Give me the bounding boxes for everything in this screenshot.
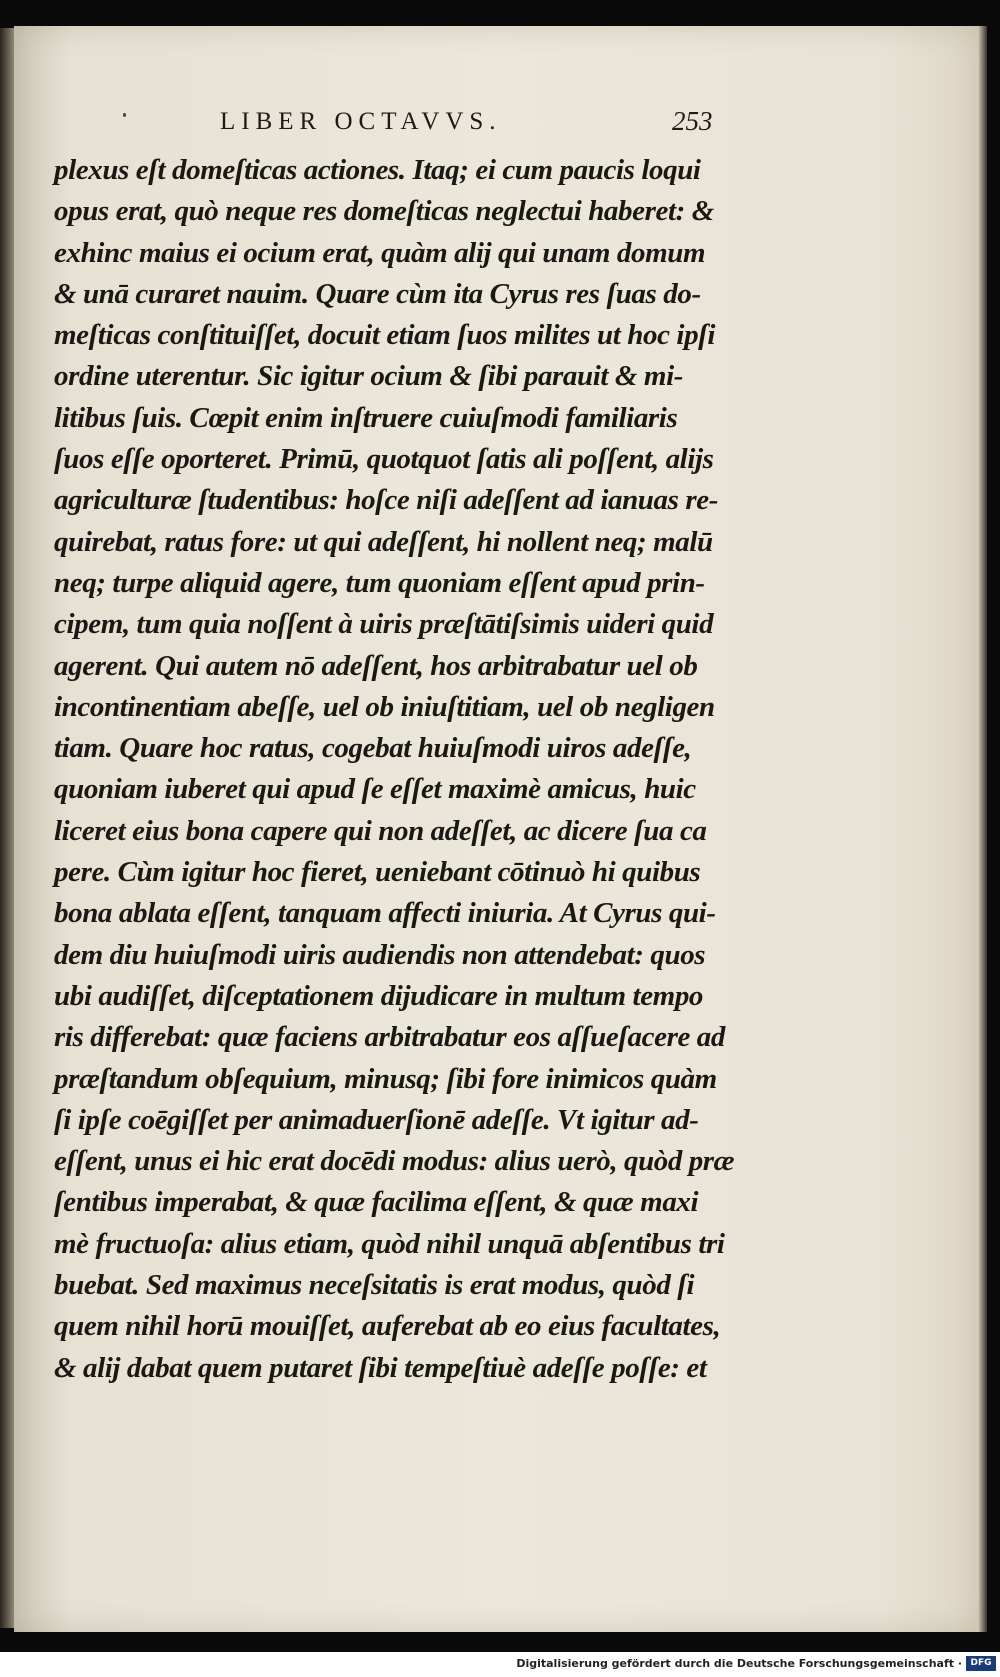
ink-speck xyxy=(123,113,126,117)
text-line: buebat. Sed maximus neceſsitatis is erat modus, quòd ſi xyxy=(54,1269,695,1302)
text-line: ſi ipſe coēgiſſet per animaduerſionē adeſſe. Vt igitur ad- xyxy=(54,1103,699,1136)
text-line: exhinc maius ei ocium erat, quàm alij qui unam domum xyxy=(54,236,706,269)
dfg-logo-icon: DFG xyxy=(966,1656,996,1671)
text-line: tiam. Quare hoc ratus, cogebat huiuſmodi uiros adeſſe, xyxy=(54,732,692,765)
text-line: mè fructuoſa: alius etiam, quòd nihil unquā abſentibus tri xyxy=(54,1227,725,1260)
text-line: litibus ſuis. Cœpit enim inſtruere cuiuſmodi familiaris xyxy=(54,401,678,434)
text-line: opus erat, quò neque res domeſticas neglectui haberet: & xyxy=(54,195,714,228)
text-line: cipem, tum quia noſſent à uiris præſtātiſsimis uideri quid xyxy=(54,608,714,641)
text-line: præſtandum obſequium, minusq; ſibi fore inimicos quàm xyxy=(54,1062,717,1095)
footer-bar xyxy=(0,1652,1000,1677)
text-line: pere. Cùm igitur hoc fieret, ueniebant cōtinuò hi quibus xyxy=(54,856,701,889)
text-line: agerent. Qui autem nō adeſſent, hos arbitrabatur uel ob xyxy=(54,649,698,682)
text-line: & alij dabat quem putaret ſibi tempeſtiuè adeſſe poſſe: et xyxy=(54,1351,707,1384)
digitization-credit: Digitalisierung gefördert durch die Deutsche Forschungsgemeinschaft · xyxy=(516,1657,962,1670)
text-line: ubi audiſſet, diſceptationem dijudicare in multum tempo xyxy=(54,979,704,1012)
text-line: quirebat, ratus fore: ut qui adeſſent, hi nollent neq; malū xyxy=(54,525,713,558)
running-title: LIBER OCTAVVS. xyxy=(220,108,502,135)
page-edge-right xyxy=(979,26,987,1632)
text-line: neq; turpe aliquid agere, tum quoniam eſſent apud prin- xyxy=(54,566,705,599)
text-line: incontinentiam abeſſe, uel ob iniuſtitiam, uel ob negligen xyxy=(54,690,715,723)
text-line: ſentibus imperabat, & quæ facilima eſſent, & quæ maxi xyxy=(54,1186,699,1219)
text-line: liceret eius bona capere qui non adeſſet, ac dicere ſua ca xyxy=(54,814,707,847)
text-line: quem nihil horū mouiſſet, auferebat ab eo eius facultates, xyxy=(54,1310,721,1343)
text-line: bona ablata eſſent, tanquam affecti iniuria. At Cyrus qui- xyxy=(54,897,716,930)
text-line: eſſent, unus ei hic erat docēdi modus: alius uerò, quòd præ xyxy=(54,1145,735,1178)
body-text xyxy=(54,150,734,1389)
text-line: plexus eſt domeſticas actiones. Itaq; ei cum paucis loqui xyxy=(54,154,701,186)
text-line: ris differebat: quæ faciens arbitrabatur eos aſſueſacere ad xyxy=(54,1021,725,1054)
page-number: 253 xyxy=(672,106,713,136)
text-line: agriculturæ ſtudentibus: hoſce niſi adeſſent ad ianuas re- xyxy=(54,484,718,517)
text-line: dem diu huiuſmodi uiris audiendis non attendebat: quos xyxy=(54,938,706,971)
text-line: ordine uterentur. Sic igitur ocium & ſibi parauit & mi- xyxy=(54,360,683,393)
text-line: quoniam iuberet qui apud ſe eſſet maximè amicus, huic xyxy=(54,773,696,806)
text-line: & unā curaret nauim. Quare cùm ita Cyrus res ſuas do- xyxy=(54,277,701,310)
text-line: meſticas conſtituiſſet, docuit etiam ſuos milites ut hoc ipſi xyxy=(54,319,716,352)
text-line: ſuos eſſe oporteret. Primū, quotquot ſatis ali poſſent, alijs xyxy=(54,443,714,476)
